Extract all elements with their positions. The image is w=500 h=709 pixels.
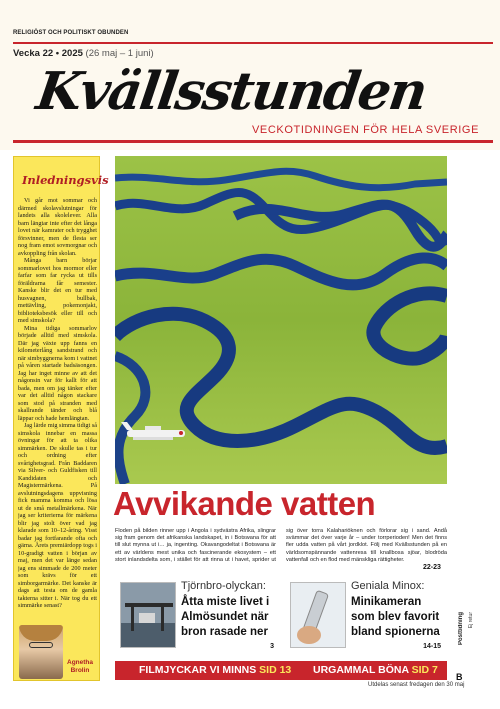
tagline: VECKOTIDNINGEN FÖR HELA SVERIGE xyxy=(252,124,480,136)
teaser-title-line: Åtta miste livet i xyxy=(181,596,270,608)
teaser-title-line: bron rasade ner xyxy=(181,626,268,638)
bridge-photo xyxy=(120,582,176,648)
promo-item-bean[interactable] xyxy=(313,661,438,680)
teaser-title-line: Minikameran xyxy=(351,596,422,608)
teaser-minox[interactable] xyxy=(285,578,447,656)
promo-text: URGAMMAL BÖNA xyxy=(313,664,412,676)
postal-sublabel: Ej retur xyxy=(468,612,474,629)
teaser-kicker: Tjörnbro-olyckan: xyxy=(181,580,266,592)
teaser-title-line: som blev favorit xyxy=(351,611,440,623)
promo-item-films[interactable] xyxy=(139,661,291,680)
top-rule xyxy=(13,42,493,44)
sidebar-paragraph: Mina tidiga sommarlov började alltid med simskola. Där jag växte upp fanns en kilometerlång sandstrand och när simbyggnerna kom i vattnet på våren startade badsäsongen. Jag har inget minne av att det någonsin var för kallt för att bada, men om jag tänker efter var det alltid någon stackare som stod på stranden med skallrande tänder och blå läppar och hade hemlängtan. xyxy=(18,324,97,422)
teaser-kicker: Geniala Minox: xyxy=(351,580,425,592)
issue-dates: (26 maj – 1 juni) xyxy=(85,48,154,59)
teaser-tjornbro[interactable] xyxy=(115,578,280,656)
promo-bar xyxy=(115,661,447,680)
issue-week: Vecka 22 • 2025 xyxy=(13,48,83,59)
sidebar-title: Inledningsvis xyxy=(22,173,109,187)
teaser-page: 3 xyxy=(270,643,274,650)
author-photo xyxy=(19,625,63,679)
lede-page-ref: 22-23 xyxy=(423,564,441,571)
promo-text: FILMJYCKAR VI MINNS xyxy=(139,664,260,676)
editorial-sidebar xyxy=(13,156,109,681)
teaser-title-line: bland spionerna xyxy=(351,626,440,638)
promo-page: SID 7 xyxy=(411,664,438,676)
top-tag: RELIGIÖST OCH POLITISKT OBUNDEN xyxy=(13,30,129,36)
promo-page: SID 13 xyxy=(259,664,292,676)
teaser-title xyxy=(181,595,269,640)
delivery-note: Utdelas senast fredagen den 30 maj xyxy=(368,682,465,688)
sidebar-body xyxy=(18,197,97,627)
author-name: Agnetha Brolin xyxy=(67,659,93,674)
okavango-delta-photo xyxy=(115,156,447,484)
postal-label: Posttidning xyxy=(458,612,464,645)
hero-image xyxy=(115,156,447,484)
sidebar-paragraph: Många barn börjar sommarlovet hos mormor eller farfar som far rycka ut tills föräldrarna får semester. Kanske blir det en tur med husvagnen, bullbak, mettävling, pokemonjakt, biblioteksbesök eller till och med simskola? xyxy=(18,257,97,324)
camera-photo xyxy=(290,582,346,648)
teaser-title-line: Almösundet när xyxy=(181,611,269,623)
postal-class: B xyxy=(456,672,463,682)
teaser-title xyxy=(351,595,440,640)
issue-info xyxy=(13,48,154,59)
sidebar-paragraph: Jag lärde mig simma tidigt så simskola innebar en massa övningar för att ta olika simmärken. De skulle tas i tur och ordning efter svårighetsgrad. Från Baddaren via Silver- och Guldfisken till Kandidaten och Magistermärkena. På avslutningsdagens uppvisning fick mamma komma och lösa ut de små metallmärkena. När jag ser kriterierna för märkena blir jag stolt över vad jag klarade som 10–12-åring. Visst badar jag fortfarande ofta och gärna. Årets premiärdopp togs i 10-gradigt vatten i början av maj, men det var länge sedan jag ens simmade de 200 meter som krävs för ett simborgarmärke. Det kanske är dags att testa om de gamla takterna sitter i. När tog du ett simmärke senast? xyxy=(18,422,97,609)
cover-headline: Avvikande vatten xyxy=(113,485,376,522)
postal-mark xyxy=(452,612,486,684)
teaser-page: 14-15 xyxy=(423,643,441,650)
masthead-logo: Kvällsstunden xyxy=(32,61,430,122)
masthead-rule xyxy=(13,140,493,143)
sidebar-paragraph: Vi går mot sommar och därmed skolavslutningar för landets alla skolelever. Alla barn längtar inte efter det långa lovet när kamrater och trygghet försvinner, men de flesta ser nog fram emot sovmorgnar och avkoppling från skolan. xyxy=(18,197,97,257)
cover-lede: Floden på bilden rinner upp i Angola i sydvästra Afrika, slingrar sig fram genom det afrikanska landskapet, in i Botswana för att till slut mynna ut i… ja, ingenting. Okavangodeltat i Botswana är ett av världens mest unika och fascinerande ekosystem – ett stort inlandsdelta som, i stället för att rinna ut i havet, sprider ut sig över torra Kalahariöknen och förlorar sig i sand. Andå svämmar det över varje år – under torrperioden! Men det finns fler udda vatten på vårt jordklot. Följ med Kvällsstunden på en världsomspännande vattenresa till knallbosa sjöar, blodröda vattenfall och en flod med mänskliga rättigheter. xyxy=(115,528,447,563)
